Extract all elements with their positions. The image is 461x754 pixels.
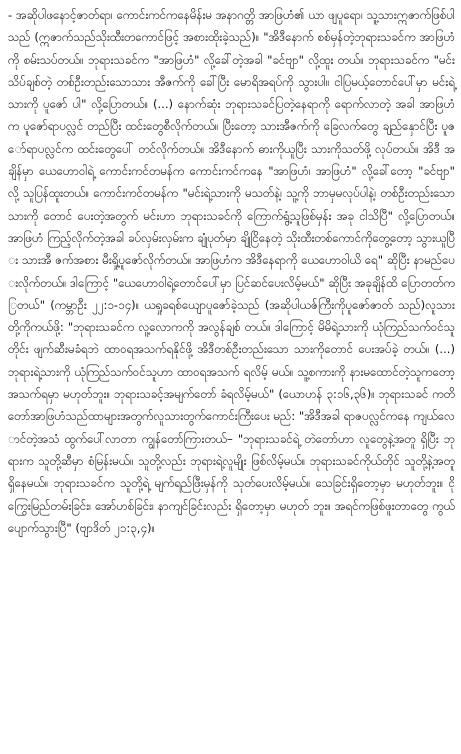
article-paragraph: - အဆိုပါဖနောင့်ဇာတ်ရာ၊ ကောင်းကင်ကနေမိန်းမ အနာဂတ္တိ အာဖြဟံ၏ ယာ ဖျပူရော၊ သူ့သားဣဇာက်ဖြစ်ပါသည် (ဣဇာက်သည်သိုးထီးတကောင်ဖြင့် အစားထိုးခဲ့သည်)။ "အိဒီနောက် စစ်မှန်တဲ့ဘုရားသခင်က အာဖြဟံကို စမ်းသပ်တယ်။ ဘုရားသခင်က "အာဖြဟံ" လို့ခေါ်တဲ့အခါ "ခင်ဗျာ" လို့ထူး တယ်။ ဘုရားသခင်က "မင်းသိပ်ချစ်တဲ့ တစ်ဦးတည်းသောသား အီဇက်ကို ခေါ်ပြီး မောရိအရပ်ကို သွားပါ။ ငါပြမယ့်တောင်ပေါ်မှာ မင်းရဲ့သားကို ပူဇော် ပါ" လို့ပြောတယ်။ (...) နောက်ဆုံး ဘုရားသခင်ပြတဲ့နေရာကို ရောက်လာတဲ့ အခါ အာဖြဟံက ပူဇော်ရာပလ္လင် တည်ပြီး ထင်းတွေစီလိုက်တယ်။ ပြီးတော့ သားအီဇက်ကို ခြေလက်တွေ ချည်နှောင်ပြီး ပူဇော်ရာပလ္လင်က ထင်းတွေပေါ် တင်လိုက်တယ်။ အိဒီနောက် ဓားကိုယူပြီး သားကိုသတ်ဖို့ လုပ်တယ်။ အိဒီ အချိန်မှာ ယေဟောဝါရဲ့ ကောင်းကင်တမန်က ကောင်းကင်ကနေ "အာဖြဟံ၊ အာဖြဟံ" လို့ခေါ်တော့ "ခင်ဗျာ" လို့ သူပြန်ထူးတယ်။ ကောင်းကင်တမန်က "မင်းရဲ့သားကို မသတ်နဲ့၊ သူ့ကို ဘာမှမလုပ်ပါနဲ့၊ တစ်ဦးတည်းသော သားကို တောင် ပေးတဲ့အတွက် မင်းဟာ ဘုရားသခင်ကို ကြောက်ရွံ့သူဖြစ်မှန်း အခု ငါသိပြီ" လို့ပြောတယ်။ အာဖြဟံ ကြည့်လိုက်တဲ့အခါ ခပ်လှမ်းလှမ်းက ချုံပုတ်မှာ ချိုငြိနေတဲ့ သိုးထီးတစ်ကောင်ကိုတွေ့တော့ သွားယူပြီး သားအီ ဇက်အစား မီးရှို့ပူဇော်လိုက်တယ်။ အာဖြဟံက အိဒီနေရာကို ယေဟောဝါယိ ရေ" ဆိုပြီး နာမည်ပေးလိုက်တယ်။ ဒါကြောင့် "ယေဟောဝါရဲ့တောင်ပေါ်မှာ ပြင်ဆင်ပေးလိမ့်မယ်" ဆိုပြီး အခုချိန်ထိ ပြောတတ်ကြတယ်" (ကမ္ဘာဦး ၂၂:၁-၁၄)။ ယရှုခရစ်ယျောပူဇော်ခဲ့သည် (အဆိုပါယဇ်ကြီးကိုပူဇော်ဇာတ် သည်)လူသားတို့ကိုကယ်ဖို့: "ဘုရားသခင်က လူ့လောကကို အလွန်ချစ် တယ်။ ဒါကြောင့် မိမိရဲ့သားကို ယုံကြည်သက်ဝင်သူတိုင်း ဖျက်ဆီးမခံရဘဲ ထာဝရအသက်ရနိုင်ဖို့ အိဒီတစ်ဦးတည်းသော သားကိုတောင် ပေးအပ်ခဲ့ တယ်။ (...) ဘုရားရဲ့သားကို ယုံကြည်သက်ဝင်သူဟာ ထာဝရအသက် ရလိမ့် မယ်။ သူ့စကားကို နားမထောင်တဲ့သူကတော့ အသက်ရမှာ မဟုတ်ဘူး။ ဘုရားသခင့်အမျက်တော် ခံရလိမ့်မယ်" (ယောဟန် ၃:၁၆,၃၆)။ ဘုရားသခင် ကတိတော်အာဖြဟံသည်ထာများအတွက်လူသားတွက်ကောင်းကြီးပေး မည်: "အိဒီအခါ ရာဇပလ္လင်ကနေ ကျယ်လောင်တဲ့အသံ ထွက်ပေါ်လာတာ ကျွန်တော်ကြားတယ်– "ဘုရားသခင်ရဲ့ တဲတော်ဟာ လူတွေနဲ့အတူ ရှိပြီး ဘု ရားက သူတို့ဆီမှာ စံမြန်းမယ်။ သူတို့လည်း ဘုရားရဲ့လူမျိုး ဖြစ်လိမ့်မယ်။ ဘုရားသခင်ကိုယ်တိုင် သူတို့နဲ့အတူ ရှိနေမယ်။ ဘုရားသခင်က သူတို့ရဲ့ မျက်ရည်ဖြီးမှန်ကို သုတ်ပေးလိမ့်မယ်။ သေခြင်းရှိတော့မှာ မဟုတ်ဘူး။ ငို ကြွေးမြည်တမ်းခြင်း၊ အော်ဟစ်ခြင်း၊ နာကျင်ခြင်းလည်း ရှိတော့မှာ မဟုတ် ဘူး။ အရင်ကဖြစ်ဖူးတာတွေ ကွယ်ပျောက်သွားပြီ" (ဗျာဒိတ် ၂၁:၃,၄)။	[8, 8, 455, 535]
